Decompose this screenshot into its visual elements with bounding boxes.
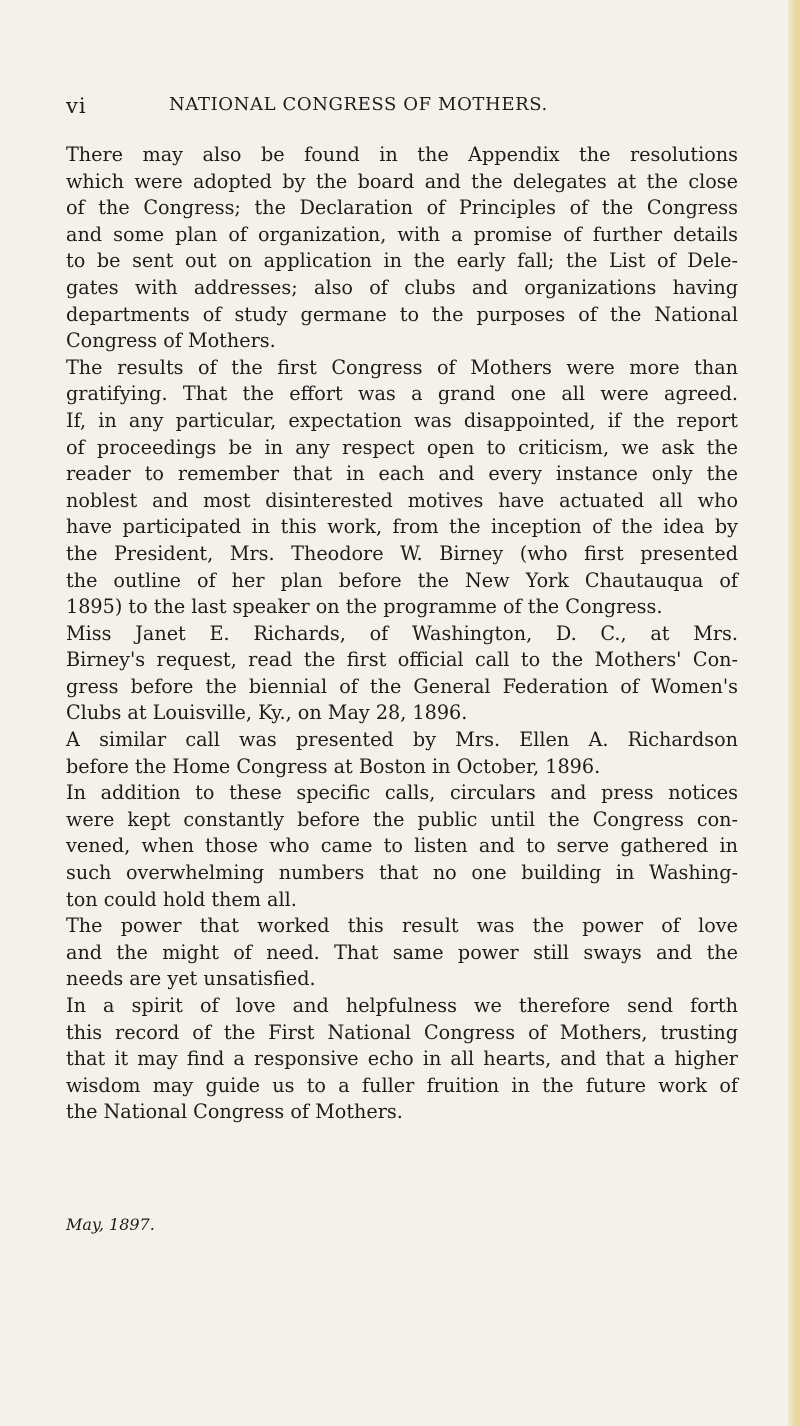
text-line: before the Home Congress at Boston in October, 1896. [66,754,601,778]
text-line: Clubs at Louisville, Ky., on May 28, 1896. [66,701,468,725]
text-line: If, in any particular, expectation was disappointed, if the report [66,408,738,432]
text-line: gates with addresses; also of clubs and organizations having [66,275,738,299]
text-line: reader to remember that in each and every instance only the [66,462,738,486]
text-line: of proceedings be in any respect open to criticism, we ask the [66,435,738,459]
text-line: and some plan of organization, with a promise of further details [66,222,738,246]
text-line: vened, when those who came to listen and to serve gathered in [66,834,738,858]
text-line: Congress of Mothers. [66,329,276,353]
text-line: which were adopted by the board and the delegates at the close [66,169,738,193]
text-line: this record of the First National Congress of Mothers, trusting [66,1020,738,1044]
text-line: were kept constantly before the public until the Congress con- [66,807,738,831]
running-title: NATIONAL CONGRESS OF MOTHERS. [169,94,548,115]
text-line: In addition to these specific calls, circulars and press notices [66,781,738,805]
body-text [66,142,738,1126]
text-line: such overwhelming numbers that no one building in Washing- [66,861,738,885]
text-line: of the Congress; the Declaration of Principles of the Congress [66,196,738,220]
text-line: have participated in this work, from the inception of the idea by [66,515,738,539]
text-line: departments of study germane to the purposes of the National [66,302,738,326]
text-line: to be sent out on application in the early fall; the List of Dele- [66,249,738,273]
text-line: the outline of her plan before the New York Chautauqua of [66,568,738,592]
text-line: wisdom may guide us to a fuller fruition in the future work of [66,1073,738,1097]
page-number: vi [66,94,87,118]
text-line: There may also be found in the Appendix the resolutions [66,143,738,166]
text-line: needs are yet unsatisfied. [66,967,316,991]
dateline: May, 1897. [66,1215,155,1234]
text-line: A similar call was presented by Mrs. Ellen A. Richardson [66,728,738,752]
text-line: The results of the first Congress of Mothers were more than [66,355,738,379]
text-line: In a spirit of love and helpfulness we therefore send forth [66,994,738,1017]
text-line: The power that worked this result was the power of love [66,914,738,938]
text-line: 1895) to the last speaker on the programme of the Congress. [66,595,663,619]
text-line: Birney's request, read the first official call to the Mothers' Con- [66,648,738,672]
text-line: and the might of need. That same power still sways and the [66,940,738,964]
text-line: gratifying. That the effort was a grand one all were agreed. [66,382,738,406]
text-line: noblest and most disinterested motives have actuated all who [66,488,738,512]
text-line: gress before the biennial of the General Federation of Women's [66,674,738,698]
page-header [66,94,736,124]
text-line: that it may find a responsive echo in all hearts, and that a higher [66,1047,738,1071]
text-line: ton could hold them all. [66,887,297,911]
text-line: Miss Janet E. Richards, of Washington, D. C., at Mrs. [66,621,738,645]
text-line: the President, Mrs. Theodore W. Birney (who first presented [66,541,738,565]
text-line: the National Congress of Mothers. [66,1100,403,1124]
page-edge [788,0,800,1426]
